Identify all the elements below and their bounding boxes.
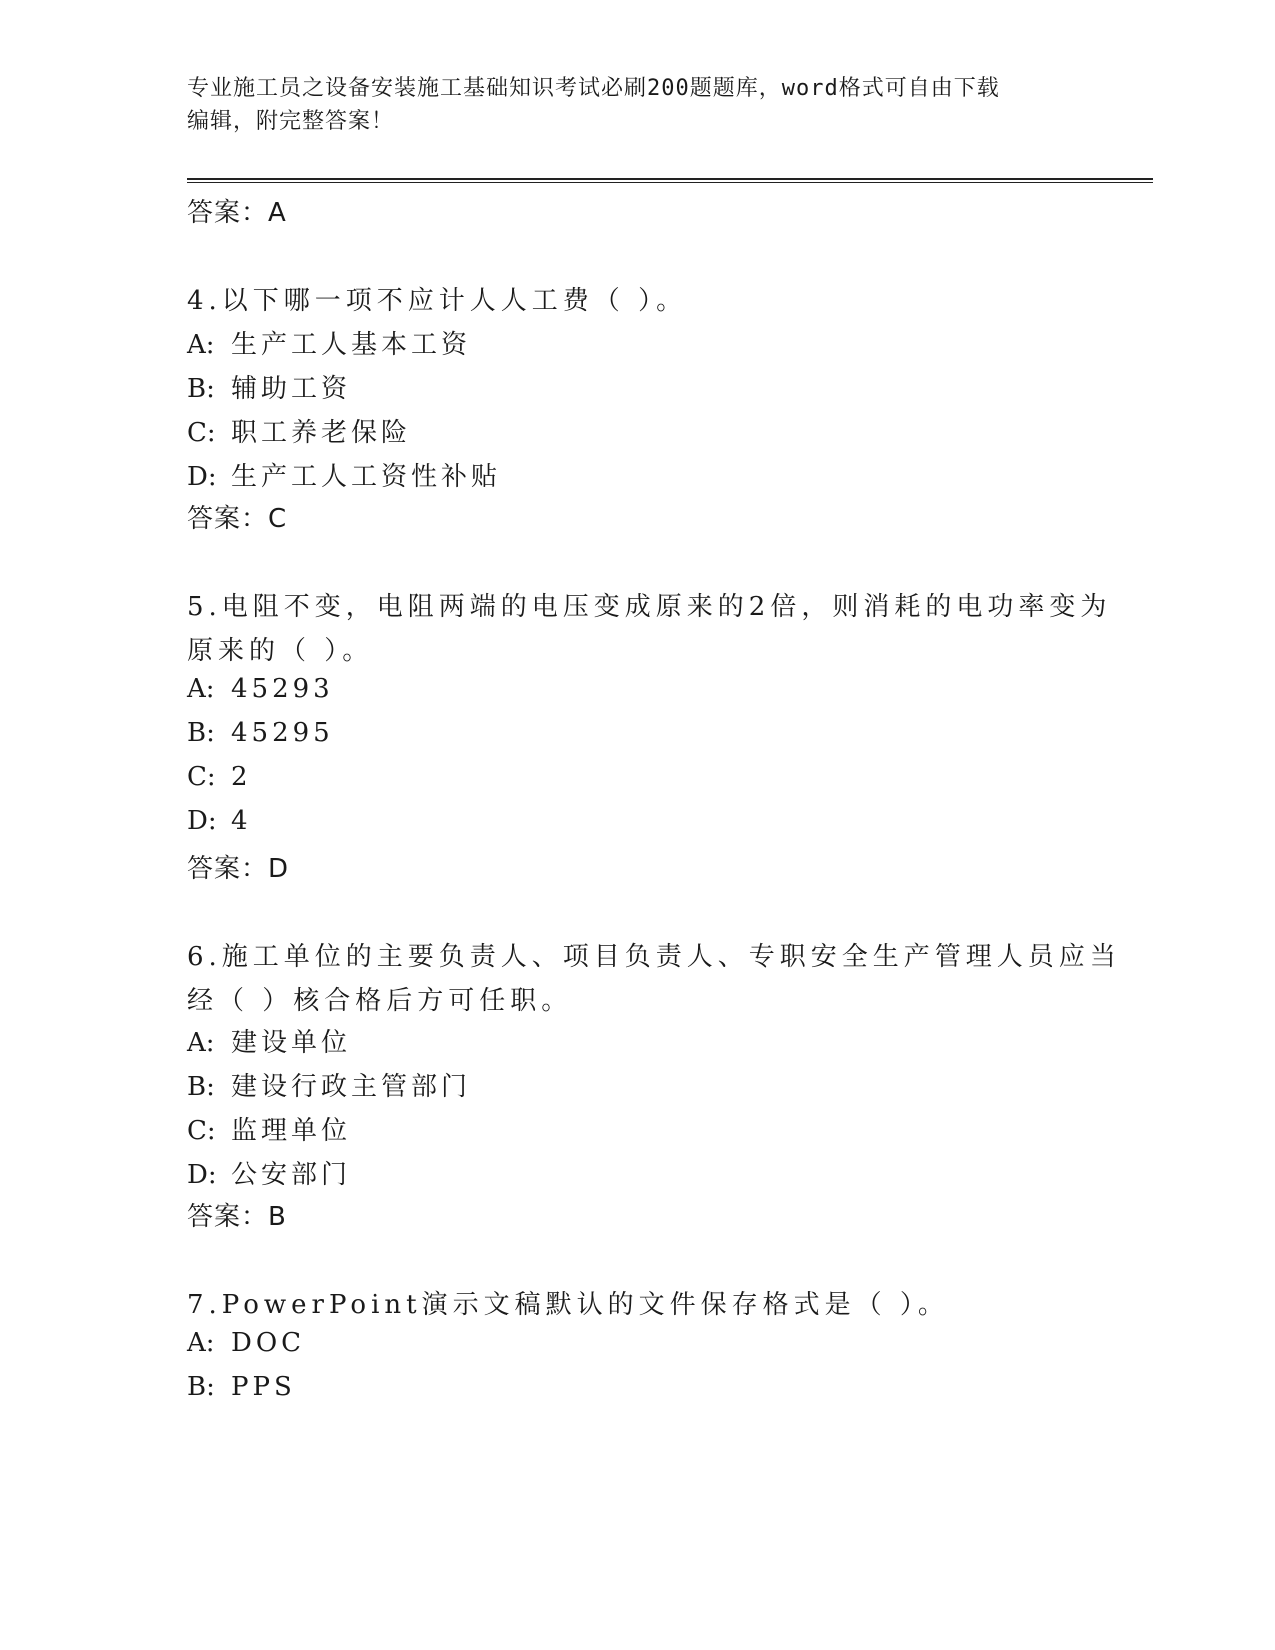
question-5-text-line-2: 原来的（ ）。 bbox=[187, 636, 374, 666]
question-6-option-a bbox=[187, 1022, 351, 1059]
question-5-option-a bbox=[187, 674, 334, 704]
option-text: 建设单位 bbox=[231, 1028, 352, 1058]
option-key: D: bbox=[187, 462, 217, 492]
document-header bbox=[187, 72, 1087, 138]
option-text: 辅助工资 bbox=[231, 374, 352, 404]
option-key: D: bbox=[187, 806, 217, 836]
question-6-text-line-1: 6.施工单位的主要负责人、项目负责人、专职安全生产管理人员应当 bbox=[187, 942, 1121, 972]
option-key: B: bbox=[187, 1372, 215, 1402]
question-7-text: 7.PowerPoint演示文稿默认的文件保存格式是（ ）。 bbox=[187, 1290, 949, 1320]
question-6-text-line-2: 经（ ）核合格后方可任职。 bbox=[187, 986, 573, 1016]
header-divider-thin bbox=[187, 182, 1153, 183]
answer-line: 答案：A bbox=[187, 198, 287, 228]
option-key: C: bbox=[187, 762, 216, 792]
question-4-answer: 答案：C bbox=[187, 504, 288, 534]
option-text: 建设行政主管部门 bbox=[231, 1072, 472, 1102]
question-6-option-d bbox=[187, 1154, 351, 1191]
option-key: A: bbox=[187, 1328, 215, 1358]
option-text: 监理单位 bbox=[231, 1116, 352, 1146]
question-5-text-line-1: 5.电阻不变，电阻两端的电压变成原来的2倍，则消耗的电功率变为 bbox=[187, 592, 1112, 622]
option-key: A: bbox=[187, 674, 215, 704]
question-4-text: 4.以下哪一项不应计人人工费（ ）。 bbox=[187, 286, 688, 316]
option-key: B: bbox=[187, 718, 215, 748]
question-4-option-c bbox=[187, 412, 411, 449]
question-4-option-d bbox=[187, 456, 501, 493]
question-6-answer: 答案：B bbox=[187, 1202, 287, 1232]
option-key: B: bbox=[187, 374, 215, 404]
option-text: DOC bbox=[231, 1328, 306, 1358]
question-7-option-b bbox=[187, 1372, 296, 1402]
header-line-1: 专业施工员之设备安装施工基础知识考试必刷200题题库，word格式可自由下载 bbox=[187, 76, 1000, 101]
question-6-option-c bbox=[187, 1110, 351, 1147]
option-text: 职工养老保险 bbox=[231, 418, 412, 448]
option-text: 4 bbox=[231, 806, 252, 836]
question-5-answer: 答案：D bbox=[187, 854, 290, 884]
header-line-2: 编辑，附完整答案！ bbox=[187, 109, 395, 134]
header-divider-thick bbox=[187, 178, 1153, 180]
question-5-option-b bbox=[187, 718, 334, 748]
option-key: C: bbox=[187, 418, 216, 448]
question-7-option-a bbox=[187, 1328, 305, 1358]
option-key: A: bbox=[187, 1028, 215, 1058]
question-4-option-b bbox=[187, 368, 351, 405]
option-text: 生产工人基本工资 bbox=[231, 330, 472, 360]
option-text: PPS bbox=[231, 1372, 296, 1402]
option-text: 生产工人工资性补贴 bbox=[231, 462, 502, 492]
option-key: D: bbox=[187, 1160, 217, 1190]
option-key: C: bbox=[187, 1116, 216, 1146]
option-text: 2 bbox=[231, 762, 252, 792]
option-text: 45293 bbox=[231, 674, 334, 704]
question-5-option-d bbox=[187, 806, 252, 836]
question-6-option-b bbox=[187, 1066, 471, 1103]
question-4-option-a bbox=[187, 324, 471, 361]
option-key: A: bbox=[187, 330, 215, 360]
question-5-option-c bbox=[187, 762, 252, 792]
option-key: B: bbox=[187, 1072, 215, 1102]
option-text: 公安部门 bbox=[231, 1160, 352, 1190]
option-text: 45295 bbox=[231, 718, 334, 748]
